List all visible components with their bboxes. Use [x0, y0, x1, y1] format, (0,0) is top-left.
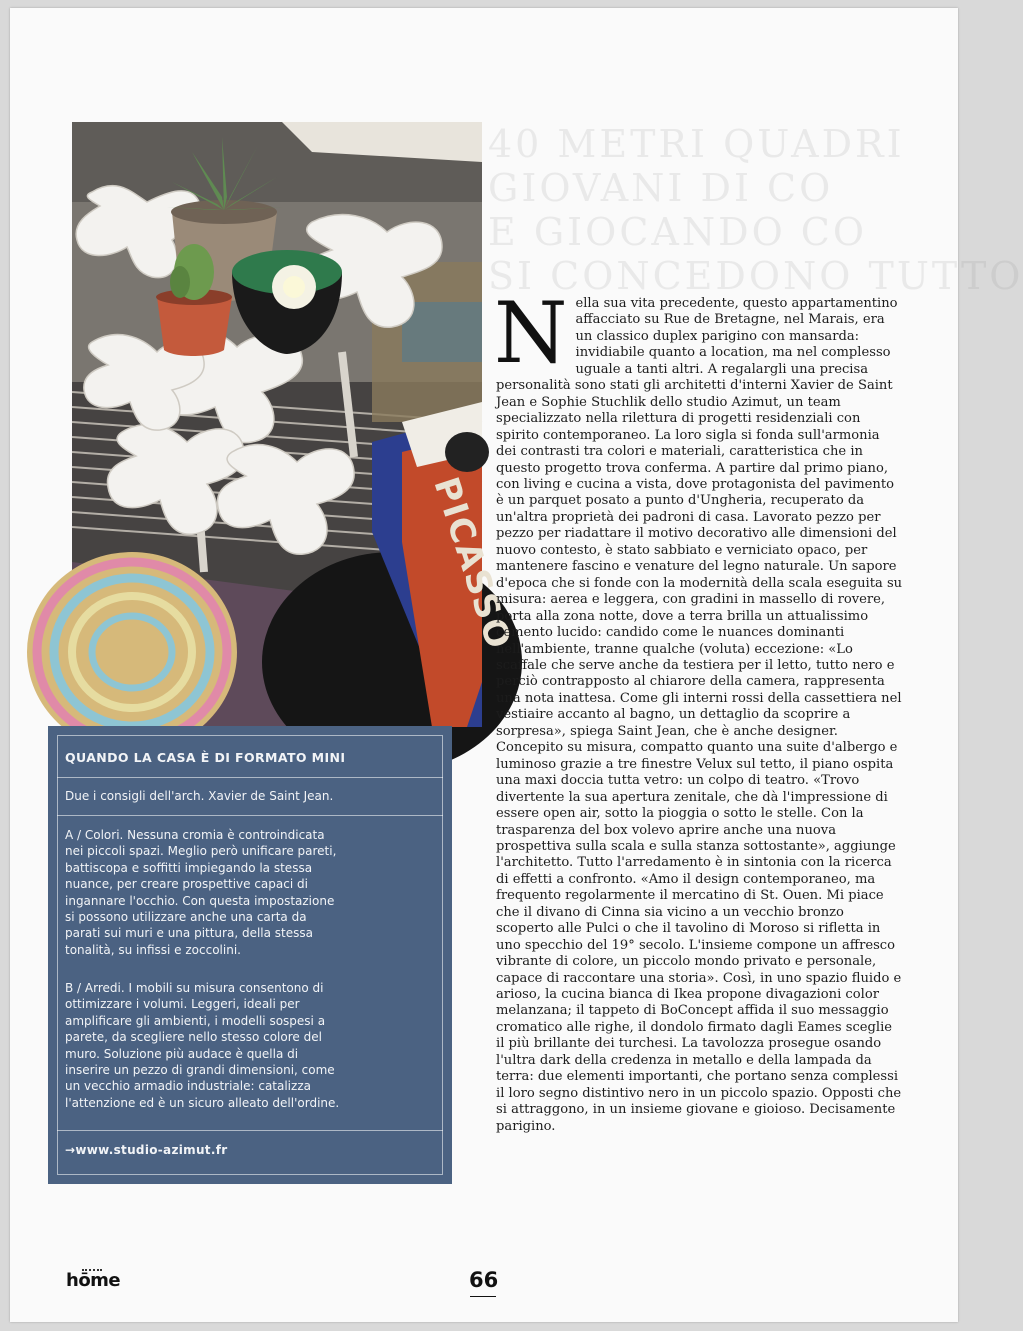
- tips-box-divider-intro: [57, 815, 443, 816]
- studio-website-link[interactable]: →www.studio-azimut.fr: [65, 1143, 228, 1157]
- tips-box-title: QUANDO LA CASA È DI FORMATO MINI: [65, 750, 346, 765]
- page-number-underline: [470, 1296, 496, 1297]
- magazine-logo: hōme: [66, 1270, 121, 1291]
- book-spine-label: PICASSO: [425, 472, 519, 656]
- magazine-page: [10, 8, 1023, 1322]
- tips-box-divider-bottom: [57, 1130, 443, 1131]
- tips-box: [48, 726, 452, 1184]
- article-text: ella sua vita precedente, questo appartamentino affacciato su Rue de Bretagne, nel Marais, era un classico duplex parigino con mansarda: invidiabile quanto a location, ma nel complesso uguale a tanti altri. A regalargli una precisa personalità sono stati gli architetti d'interni Xavier de Saint Jean e Sophie Stuchlik dello studio Azimut, un team specializzato nella rilettura di progetti residenziali con spirito contemporaneo. La loro sigla si fonda sull'armonia dei contrasti tra colori e materiali, caratteristica che in questo progetto trova conferma. A partire dal primo piano, con living e cucina a vista, dove protagonista del pavimento è un parquet posato a punto d'Ungheria, recuperato da un'altra proprietà dei padroni di casa. Lavorato pezzo per pezzo per riadattare il motivo decorativo alle dimensioni del nuovo contesto, è stato sabbiato e verniciato opaco, per mantenere fascino e venature del legno naturale. Un sapore d'epoca che si fonde con la modernità della scala eseguita su misura: aerea e leggera, con gradini in massello di rovere, porta alla zona notte, dove a terra brilla un attualissimo cemento lucido: candido come le nuances dominanti nell'ambiente, tranne qualche (voluta) eccezione: «Lo scaffale che serve anche da testiera per il letto, tutto nero e perciò contrapposto al chiarore della camera, rappresenta una nota inattesa. Come gli interni rossi della cassettiera nel vestiaire accanto al bagno, un dettaglio da scoprire a sorpresa», spiega Saint Jean, che è anche designer. Concepito su misura, compatto quanto una suite d'albergo e luminoso grazie a tre finestre Velux sul tetto, il piano ospita una maxi doccia tutta vetro: un colpo di teatro. «Trovo divertente la sua apertura zenitale, che dà l'impressione di essere open air, sotto la pioggia o sotto le stelle. Con la trasparenza del box volevo aprire anche una nuova prospettiva sulla scala e sulla stanza sottostante», aggiunge l'architetto. Tutto l'arredamento è in sintonia con la ricerca di effetti a confronto. «Amo il design contemporaneo, ma frequento regolarmente il mercatino di St. Ouen. Mi piace che il divano di Cinna sia vicino a un vecchio bronzo scoperto alle Pulci o che il tavolino di Moroso si rifletta in uno specchio del 19° secolo. L'insieme compone un affresco vibrante di colore, un piccolo mondo privato e personale, capace di raccontare una storia». Così, in uno spazio fluido e arioso, la cucina bianca di Ikea propone divagazioni color melanzana; il tappeto di BoConcept affida il suo messaggio cromatico alle righe, il dondolo firmato dagli Eames sceglie il più brillante dei turchesi. La tavolozza prosegue osando l'ultra dark della credenza in metallo e della lampada da terra: due elementi importanti, che portano senza complessi il loro segno distintivo nero in un piccolo spazio. Opposti che si attraggono, in un insieme giovane e gioioso. Decisamente parigino.: [496, 296, 903, 1134]
- bleed-through-title: 40 METRI QUADRI GIOVANI DI CO E GIOCANDO CO SI CONCEDONO TUTTO: [488, 122, 1023, 298]
- tip-arredi: B / Arredi. I mobili su misura consentono di ottimizzare i volumi. Leggeri, ideali per amplificare gli ambienti, i modelli sospesi a parete, da scegliere nello stesso colore del muro. Soluzione più audace è quella di inserire un pezzo di grandi dimensioni, come un vecchio armadio industriale: catalizza l'attenzione ed è un sicuro alleato dell'ordine.: [65, 981, 340, 1110]
- tips-box-divider-top: [57, 777, 443, 778]
- interior-photo: [72, 122, 519, 727]
- photo-illustration: [72, 122, 519, 727]
- drop-cap: N: [494, 284, 568, 382]
- page-number: 66: [469, 1268, 499, 1292]
- tips-box-intro: Due i consigli dell'arch. Xavier de Saint Jean.: [65, 789, 334, 803]
- tip-colori: A / Colori. Nessuna cromia è controindicata nei piccoli spazi. Meglio però unificare pareti, battiscopa e soffitti impiegando la stessa nuance, per creare prospettive capaci di ingannare l'occhio. Con questa impostazione si possono utilizzare anche una carta da parati sui muri e una pittura, della stessa tonalità, su infissi e zoccolini.: [65, 828, 337, 957]
- article-body: [494, 284, 904, 1135]
